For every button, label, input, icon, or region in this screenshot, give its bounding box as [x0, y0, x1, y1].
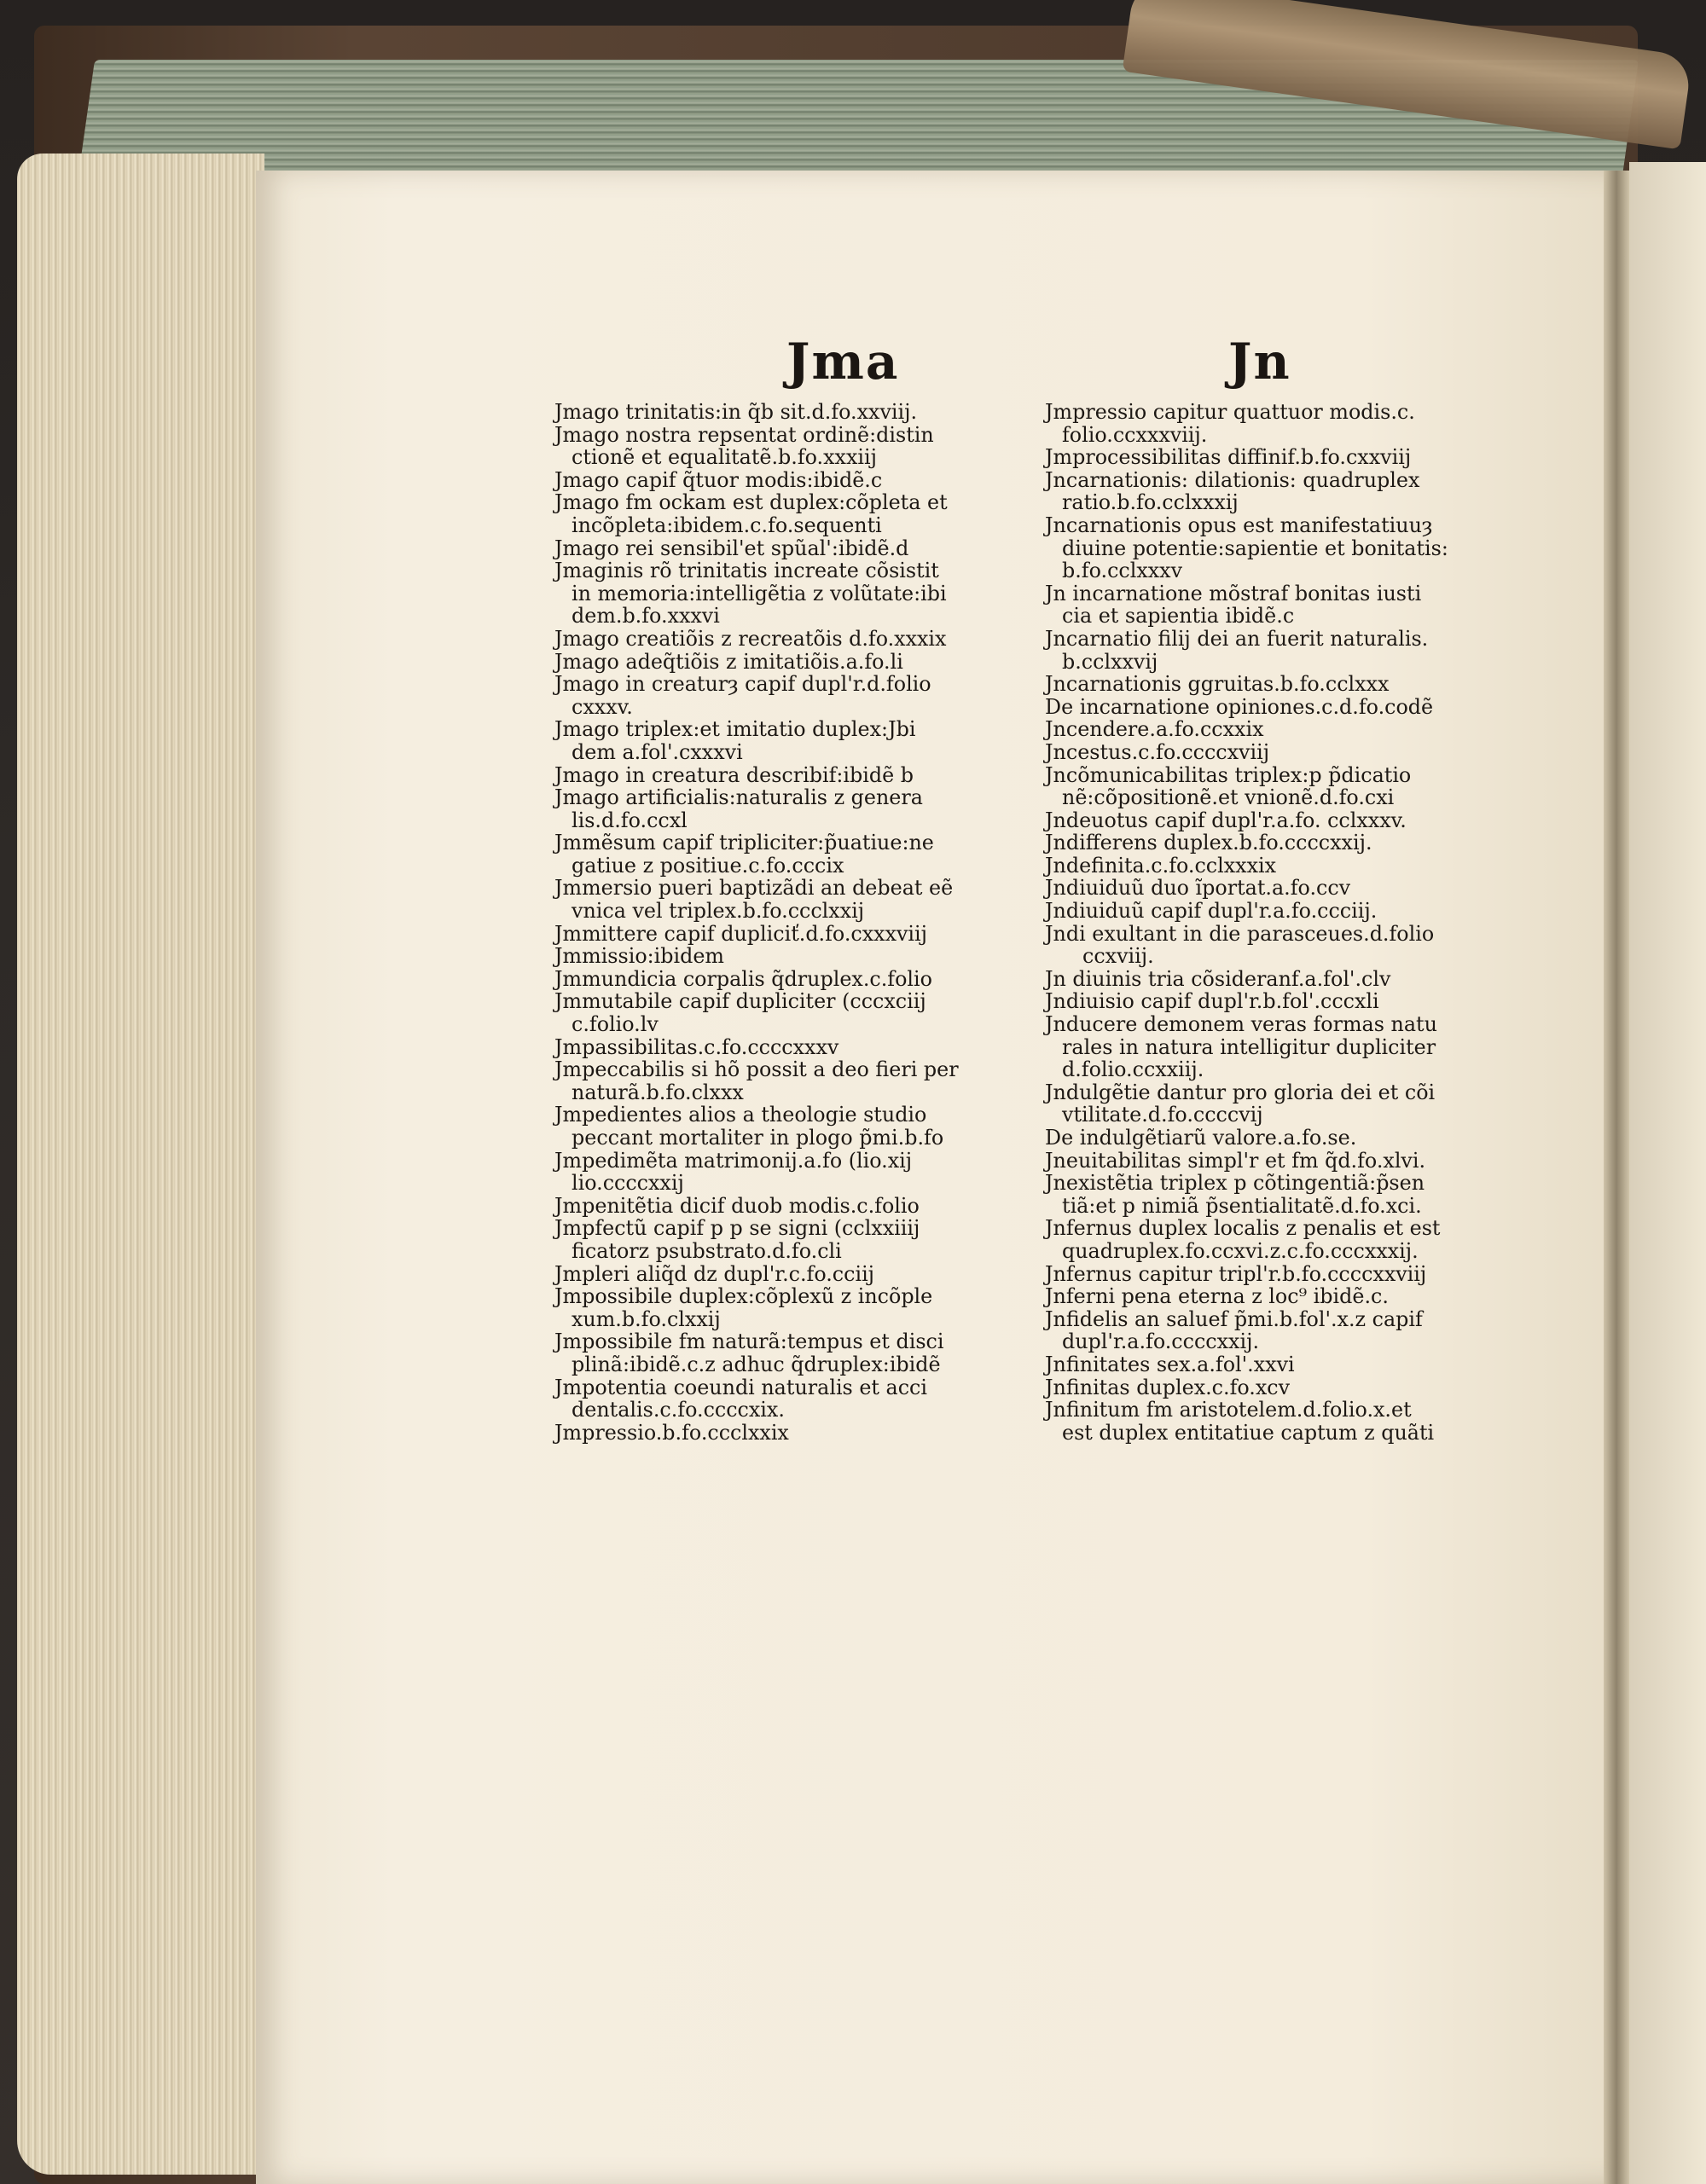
index-line: d.folio.ccxxiij. [1062, 1057, 1204, 1082]
index-line: Jmpossibile duplex:cõplexũ z incõple [554, 1284, 933, 1309]
index-line: Jmago creatiõis z recreatõis d.fo.xxxix [554, 626, 947, 651]
index-line: Jndi exultant in die parasceues.d.folio [1045, 921, 1435, 946]
index-line: Jncestus.c.fo.ccccxviij [1045, 739, 1270, 764]
index-line: Jmpossibile fm naturã:tempus et disci [554, 1330, 944, 1354]
index-line: naturã.b.fo.clxxx [572, 1080, 744, 1104]
index-line: Jmago in creaturȝ capif dupl'r.d.folio [554, 672, 931, 697]
page-stack-edge [17, 154, 264, 2175]
index-line: Jnfinitum fm aristotelem.d.folio.x.et [1045, 1398, 1412, 1422]
index-line: Jncarnationis opus est manifestatiuuȝ [1045, 513, 1433, 537]
index-line: ctionẽ et equalitatẽ.b.fo.xxxiij [572, 445, 877, 470]
index-line: Jmpressio capitur quattuor modis.c. [1045, 400, 1415, 424]
index-line: b.cclxxvij [1062, 649, 1158, 674]
index-line: Jmpotentia coeundi naturalis et acci [554, 1375, 927, 1399]
index-line: Jmago artificialis:naturalis z genera [554, 785, 923, 810]
index-line: dem.b.fo.xxxvi [572, 604, 720, 629]
right-page-edge [1629, 162, 1706, 2184]
index-line: ratio.b.fo.cclxxxij [1062, 490, 1239, 515]
index-line: ccxviij. [1082, 944, 1154, 969]
index-line: Jmpleri aliq̃d dz dupl'r.c.fo.cciij [554, 1261, 875, 1286]
index-line: Jndeuotus capif dupl'r.a.fo. cclxxxv. [1045, 808, 1407, 832]
index-line: Jmago rei sensibil'et spũal':ibidẽ.d [554, 536, 909, 560]
index-line: Jmmundicia corpalis q̃druplex.c.folio [554, 966, 932, 991]
index-line: Jmprocessibilitas diffinif.b.fo.cxxviij [1045, 445, 1412, 470]
index-line: Jmpassibilitas.c.fo.ccccxxxv [554, 1034, 839, 1059]
index-line: Jndifferens duplex.b.fo.ccccxxij. [1045, 831, 1372, 855]
index-line: gatiue z positiue.c.fo.cccix [572, 853, 844, 878]
index-line: c.folio.lv [572, 1012, 659, 1037]
index-line: Jmmersio pueri baptizãdi an debeat eẽ [554, 876, 954, 901]
index-line: tiã:et p nimiã p̃sentialitatẽ.d.fo.xci. [1062, 1193, 1422, 1218]
index-line: nẽ:cõpositionẽ.et vnionẽ.d.fo.cxi [1062, 785, 1395, 810]
index-line: ficatorz psubstrato.d.fo.cli [572, 1238, 842, 1263]
index-line: Jnexistẽtia triplex p cõtingentiã:p̃sen [1045, 1171, 1425, 1196]
index-line: b.fo.cclxxxv [1062, 559, 1183, 583]
index-line: Jndiuiduũ duo ĩportat.a.fo.ccv [1045, 876, 1351, 901]
index-line: Jncendere.a.fo.ccxxix [1045, 717, 1264, 742]
index-line: Jnfinitates sex.a.fol'.xxvi [1045, 1352, 1295, 1376]
index-line: Jmago trinitatis:in q̃b sit.d.fo.xxviij. [554, 400, 918, 424]
index-line: folio.ccxxxviij. [1062, 422, 1208, 447]
index-line: vnica vel triplex.b.fo.ccclxxij [572, 899, 865, 924]
index-line: Jn incarnatione mõstraf bonitas iusti [1045, 581, 1422, 605]
index-line: Jndefinita.c.fo.cclxxxix [1045, 853, 1277, 878]
running-head-right: Jn [1228, 333, 1291, 391]
index-line: in memoria:intelligẽtia z volũtate:ibi [572, 581, 947, 605]
index-line: Jmpedimẽta matrimonij.a.fo (lio.xij [554, 1148, 913, 1173]
index-line: Jndulgẽtie dantur pro gloria dei et cõi [1045, 1080, 1436, 1104]
index-line: De indulgẽtiarũ valore.a.fo.se. [1045, 1126, 1357, 1150]
index-line: cxxxv. [572, 694, 633, 719]
index-line: est duplex entitatiue captum z quãti [1062, 1420, 1435, 1445]
index-line: Jmpressio.b.fo.ccclxxix [554, 1420, 789, 1445]
index-line: dentalis.c.fo.ccccxix. [572, 1398, 785, 1422]
index-line: Jmago in creatura describif:ibidẽ b [554, 762, 914, 787]
index-line: Jmago fm ockam est duplex:cõpleta et [554, 490, 948, 515]
index-line: Jnducere demonem veras formas natu [1045, 1012, 1437, 1037]
index-line: Jmago capif q̃tuor modis:ibidẽ.c [554, 467, 883, 492]
index-line: Jneuitabilitas simpl'r et fm q̃d.fo.xlvi. [1045, 1148, 1426, 1173]
index-line: dupl'r.a.fo.ccccxxij. [1062, 1330, 1260, 1354]
index-column-right [1045, 401, 1540, 1444]
index-line: Jmpenitẽtia dicif duob modis.c.folio [554, 1193, 920, 1218]
index-line: Jmpfectũ capif p p se signi (cclxxiiij [554, 1216, 920, 1241]
index-line: Jnfinitas duplex.c.fo.xcv [1045, 1375, 1291, 1399]
index-line: lis.d.fo.ccxl [572, 808, 688, 832]
index-line: Jnfernus duplex localis z penalis et est [1045, 1216, 1441, 1241]
index-line: Jmpeccabilis si hõ possit a deo fieri per [554, 1057, 959, 1082]
index-line: Jmago nostra repsentat ordinẽ:distin [554, 422, 934, 447]
index-line: Jmmutabile capif dupliciter (cccxciij [554, 989, 926, 1014]
index-line: Jmmissio:ibidem [554, 944, 724, 969]
book-gutter [1604, 171, 1629, 2184]
index-line: Jncarnationis: dilationis: quadruplex [1045, 467, 1420, 492]
index-line: De incarnatione opiniones.c.d.fo.codẽ [1045, 694, 1434, 719]
index-line: Jnferni pena eterna z loc⁹ ibidẽ.c. [1045, 1284, 1389, 1309]
index-line: Jndiuisio capif dupl'r.b.fol'.cccxli [1045, 989, 1379, 1014]
index-line: rales in natura intelligitur dupliciter [1062, 1034, 1436, 1059]
index-line: Jncõmunicabilitas triplex:p p̃dicatio [1045, 762, 1412, 787]
index-line: xum.b.fo.clxxij [572, 1306, 721, 1331]
index-line: Jncarnationis ggruitas.b.fo.cclxxx [1045, 672, 1390, 697]
index-line: diuine potentie:sapientie et bonitatis: [1062, 536, 1448, 560]
index-line: Jnfidelis an saluef p̃mi.b.fol'.x.z capif [1045, 1306, 1423, 1331]
running-head-left: Jma [786, 333, 900, 391]
index-line: Jmmẽsum capif tripliciter:p̃uatiue:ne [554, 831, 934, 855]
index-line: Jndiuiduũ capif dupl'r.a.fo.ccciij. [1045, 899, 1378, 924]
index-line: dem a.fol'.cxxxvi [572, 739, 743, 764]
index-line: cia et sapientia ibidẽ.c [1062, 604, 1295, 629]
index-line: Jmpedientes alios a theologie studio [554, 1103, 927, 1127]
index-line: Jncarnatio filij dei an fuerit naturalis. [1045, 626, 1429, 651]
index-line: Jmago adeq̃tiõis z imitatiõis.a.fo.li [554, 649, 903, 674]
index-line: quadruplex.fo.ccxvi.z.c.fo.cccxxxij. [1062, 1238, 1419, 1263]
index-line: incõpleta:ibidem.c.fo.sequenti [572, 513, 882, 537]
index-line: Jmmittere capif dupliciť.d.fo.cxxxviij [554, 921, 928, 946]
index-line: peccant mortaliter in plogo p̃mi.b.fo [572, 1126, 944, 1150]
index-line: vtilitate.d.fo.ccccvij [1062, 1103, 1263, 1127]
index-line: Jmaginis rõ trinitatis increate cõsistit [554, 559, 939, 583]
index-line: Jnfernus capitur tripl'r.b.fo.ccccxxviij [1045, 1261, 1427, 1286]
index-line: Jmago triplex:et imitatio duplex:Jbi [554, 717, 916, 742]
index-line: lio.ccccxxij [572, 1171, 684, 1196]
index-line: plinã:ibidẽ.c.z adhuc q̃druplex:ibidẽ [572, 1352, 941, 1376]
index-line: Jn diuinis tria cõsideranf.a.fol'.clv [1045, 966, 1391, 991]
index-column-left [554, 401, 1032, 1444]
